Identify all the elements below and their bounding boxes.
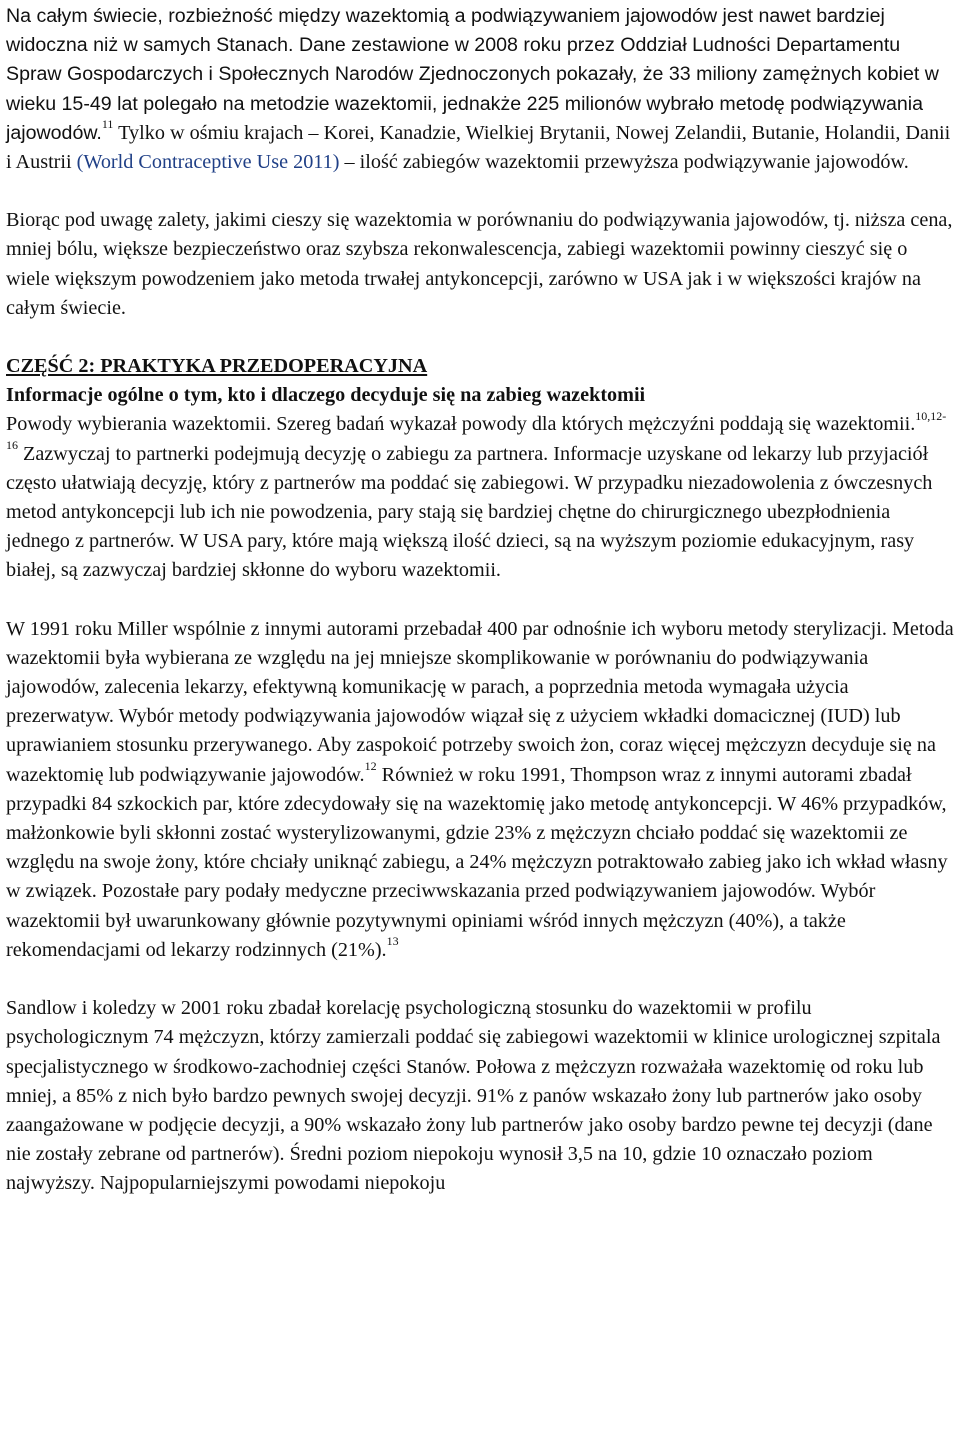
paragraph-miller-thompson [6, 615, 954, 965]
footnote-ref-13[interactable]: 13 [386, 934, 399, 949]
citation-world-contraceptive-use[interactable]: (World Contraceptive Use 2011) [76, 151, 340, 174]
footnote-ref-11[interactable]: 11 [101, 117, 114, 132]
paragraph-spacer [6, 965, 954, 994]
paragraph-4-text-a: W 1991 roku Miller wspólnie z innymi autorami przebadał 400 par odnośnie ich wyboru metody sterylizacji. Metoda wazektomii była wybierana ze względu na jej mniejsze skomplikowanie w porównaniu do podwiązywania jajowodów, zalecenia lekarzy, efektywną komunikację w parach, a poprzednia metoda wymagała użycia prezerwatyw. Wybór metody podwiązywania jajowodów wiązał się z użyciem wkładki domacicznej (IUD) lub uprawianiem stosunku przerywanego. Aby zaspokoić potrzeby swoich żon, coraz więcej mężczyzn decyduje się na wazektomię lub podwiązywanie jajowodów. [6, 617, 954, 786]
paragraph-1-text-d: – ilość zabiegów wazektomii przewyższa podwiązywanie jajowodów. [339, 151, 909, 174]
footnote-ref-10-12-16[interactable]: 10,12-16 [6, 408, 947, 452]
paragraph-spacer [6, 323, 954, 352]
paragraph-3-text-b: Zazwyczaj to partnerki podejmują decyzję o zabiegu za partnera. Informacje uzyskane od lekarzy lub przyjaciół często ułatwiają decyzję, który z partnerów ma poddać się zabiegowi. W przypadku niezadowolenia z ówczesnych metod antykoncepcji lub ich nie powodzenia, pary stają się bardziej chętne do chirurgicznego ubezpłodnienia jednego z partnerów. W USA pary, które mają większą ilość dzieci, są na wyższym poziomie edukacyjnym, rasy białej, są zazwyczaj bardziej skłonne do wyboru wazektomii. [6, 442, 933, 582]
section-subheading: Informacje ogólne o tym, kto i dlaczego decyduje się na zabieg wazektomii [6, 384, 646, 407]
document-page [6, 2, 954, 1199]
paragraph-spacer [6, 586, 954, 615]
footnote-ref-12[interactable]: 12 [364, 758, 377, 773]
paragraph-1-text-a: Na całym świecie, rozbieżność między wazektomią a podwiązywaniem jajowodów jest nawet bardziej widoczna niż w samych Stanach. Dane zestawione w 2008 roku przez Oddział Ludności Departamentu Spraw Gospodarczych i Społecznych Narodów Zjednoczonych pokazały, że 33 miliony zamężnych kobiet w wieku 15-49 lat polegało na metodzie wazektomii, jednakże 225 milionów wybrało metodę podwiązywania jajowodów. [6, 5, 939, 144]
section-heading: CZĘŚĆ 2: PRAKTYKA PRZEDOPERACYJNA [6, 355, 428, 378]
paragraph-1-text-b: Tylko w ośmiu krajach – Korei, Kanadzie, Wielkiej Brytanii, Nowej Zelandii, Butanie, Holandii, Danii i Austrii [6, 121, 951, 174]
paragraph-spacer [6, 177, 954, 206]
paragraph-4-text-b: Również w roku 1991, Thompson wraz z innymi autorami zbadał przypadki 84 szkockich par, które zdecydowały się na wazektomię jako metodę antykoncepcji. W 46% przypadków, małżonkowie byli skłonni zostać wysterylizowanymi, gdzie 23% z mężczyzn chciało poddać się wazektomii ze względu na swoje żony, które chciały uniknąć zabiegu, a 24% mężczyzn potraktowało zabieg jako ich wkład własny w związek. Pozostałe pary podały medyczne przeciwwskazania przed podwiązywaniem jajowodów. Wybór wazektomii był uwarunkowany głównie pozytywnymi opiniami wśród innych mężczyzn (40%), a także rekomendacjami od lekarzy rodzinnych (21%). [6, 763, 948, 961]
paragraph-reasons [6, 410, 954, 585]
paragraph-3-text-a: Powody wybierania wazektomii. Szereg badań wykazał powody dla których mężczyźni poddają się wazektomii. [6, 413, 916, 436]
paragraph-sandlow: Sandlow i koledzy w 2001 roku zbadał korelację psychologiczną stosunku do wazektomii w profilu psychologicznym 74 mężczyzn, którzy zamierzali poddać się zabiegowi wazektomii w klinice urologicznej szpitala specjalistycznego w środkowo-zachodniej części Stanów. Połowa z mężczyzn rozważała wazektomię od roku lub mniej, a 85% z nich było bardzo pewnych swojej decyzji. 91% z panów wskazało żony lub partnerów jako osoby zaangażowane w podjęcie decyzji, a 90% wskazało żony lub partnerów jako osoby bardzo pewne tej decyzji (dane nie zostały zebrane od partnerów). Średni poziom niepokoju wynosił 3,5 na 10, gdzie 10 oznaczało poziom najwyższy. Najpopularniejszymi powodami niepokoju [6, 997, 941, 1195]
paragraph-worldwide-comparison [6, 2, 954, 177]
paragraph-advantages: Biorąc pod uwagę zalety, jakimi cieszy się wazektomia w porównaniu do podwiązywania jajowodów, tj. niższa cena, mniej bólu, większe bezpieczeństwo oraz szybsza rekonwalescencja, zabiegi wazektomii powinny cieszyć się o wiele większym powodzeniem jako metoda trwałej antykoncepcji, zarówno w USA jak i w większości krajów na całym świecie. [6, 209, 953, 319]
